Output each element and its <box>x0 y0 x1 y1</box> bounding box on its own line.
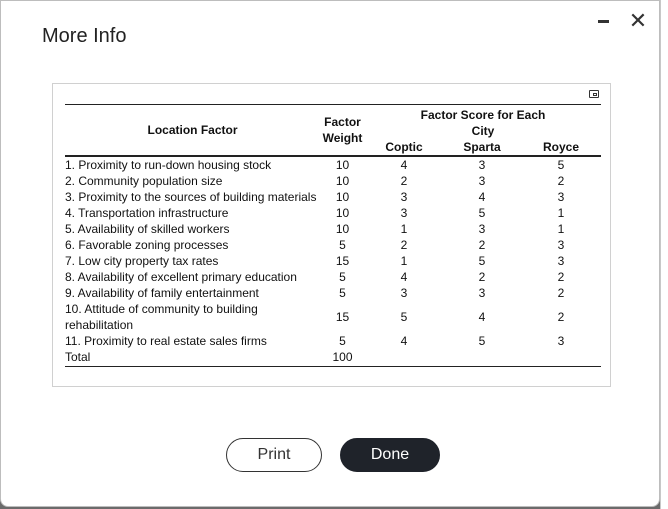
table-row <box>65 237 601 253</box>
header-score-group-line1: Factor Score for Each <box>420 108 546 122</box>
header-score-group <box>365 105 601 140</box>
table-row <box>65 173 601 189</box>
cell-sparta: 3 <box>478 158 486 172</box>
table-body <box>65 156 601 367</box>
cell-coptic: 4 <box>400 270 408 284</box>
header-city-royce: Royce <box>521 139 601 156</box>
header-factor-weight-line1: Factor <box>324 115 361 129</box>
cell-coptic: 3 <box>400 286 408 300</box>
cell-royce: 5 <box>557 158 565 172</box>
factor-name: 2. Community population size <box>65 174 223 188</box>
cell-sparta: 5 <box>478 334 486 348</box>
factor-name: 10. Attitude of community to building rehabilitation <box>65 302 258 332</box>
total-empty-cell <box>521 349 601 367</box>
cell-royce: 2 <box>557 286 565 300</box>
cell-coptic: 4 <box>400 158 408 172</box>
factor-name: 9. Availability of family entertainment <box>65 286 259 300</box>
table-row <box>65 221 601 237</box>
cell-weight: 10 <box>335 158 350 172</box>
header-factor-weight-line2: Weight <box>322 131 363 145</box>
cell-royce: 1 <box>557 222 565 236</box>
header-location-factor: Location Factor <box>65 105 320 157</box>
total-weight: 100 <box>320 349 365 367</box>
factor-name: 4. Transportation infrastructure <box>65 206 229 220</box>
cell-sparta: 3 <box>478 286 486 300</box>
cell-royce: 2 <box>557 310 565 324</box>
cell-weight: 10 <box>335 206 350 220</box>
factor-name: 7. Low city property tax rates <box>65 254 219 268</box>
table-row <box>65 253 601 269</box>
close-icon[interactable]: ✕ <box>628 8 648 33</box>
cell-weight: 5 <box>339 286 346 300</box>
cell-sparta: 5 <box>478 206 486 220</box>
cell-weight: 10 <box>335 190 350 204</box>
cell-weight: 15 <box>335 310 350 324</box>
factor-name: 6. Favorable zoning processes <box>65 238 229 252</box>
factor-name: 1. Proximity to run-down housing stock <box>65 158 272 172</box>
expand-icon[interactable] <box>589 90 599 98</box>
cell-royce: 3 <box>557 238 565 252</box>
header-score-group-line2: City <box>471 124 495 138</box>
cell-coptic: 2 <box>400 238 408 252</box>
cell-royce: 1 <box>557 206 565 220</box>
cell-royce: 3 <box>557 190 565 204</box>
cell-weight: 5 <box>339 334 346 348</box>
header-factor-weight <box>320 105 365 157</box>
cell-weight: 5 <box>339 270 346 284</box>
cell-sparta: 4 <box>478 310 486 324</box>
cell-coptic: 3 <box>400 190 408 204</box>
total-row <box>65 349 601 367</box>
factor-name: 5. Availability of skilled workers <box>65 222 230 236</box>
cell-weight: 15 <box>335 254 350 268</box>
cell-royce: 2 <box>557 174 565 188</box>
cell-coptic: 1 <box>400 254 408 268</box>
background-window-edge <box>660 0 668 509</box>
cell-sparta: 5 <box>478 254 486 268</box>
minimize-icon[interactable] <box>598 20 609 23</box>
cell-weight: 10 <box>335 222 350 236</box>
table-row <box>65 205 601 221</box>
factor-name: 11. Proximity to real estate sales firms <box>65 334 267 348</box>
info-panel <box>52 83 611 387</box>
cell-weight: 10 <box>335 174 350 188</box>
cell-sparta: 4 <box>478 190 486 204</box>
location-factor-table <box>65 104 601 367</box>
header-city-sparta: Sparta <box>443 139 521 156</box>
cell-royce: 3 <box>557 254 565 268</box>
cell-royce: 2 <box>557 270 565 284</box>
table-row <box>65 301 601 333</box>
cell-coptic: 4 <box>400 334 408 348</box>
table-row <box>65 269 601 285</box>
dialog-title: More Info <box>42 25 127 47</box>
cell-coptic: 5 <box>400 310 408 324</box>
header-city-coptic: Coptic <box>365 139 443 156</box>
cell-coptic: 2 <box>400 174 408 188</box>
total-label: Total <box>65 349 320 367</box>
factor-name: 8. Availability of excellent primary education <box>65 270 297 284</box>
cell-coptic: 3 <box>400 206 408 220</box>
table-row <box>65 189 601 205</box>
table-row <box>65 156 601 173</box>
done-button[interactable]: Done <box>340 438 440 472</box>
total-empty-cell <box>365 349 443 367</box>
factor-name: 3. Proximity to the sources of building materials <box>65 190 317 204</box>
cell-coptic: 1 <box>400 222 408 236</box>
print-button[interactable]: Print <box>226 438 322 472</box>
cell-royce: 3 <box>557 334 565 348</box>
cell-sparta: 3 <box>478 222 486 236</box>
table-row <box>65 333 601 349</box>
table-row <box>65 285 601 301</box>
cell-sparta: 2 <box>478 270 486 284</box>
cell-sparta: 3 <box>478 174 486 188</box>
total-empty-cell <box>443 349 521 367</box>
cell-weight: 5 <box>339 238 346 252</box>
cell-sparta: 2 <box>478 238 486 252</box>
